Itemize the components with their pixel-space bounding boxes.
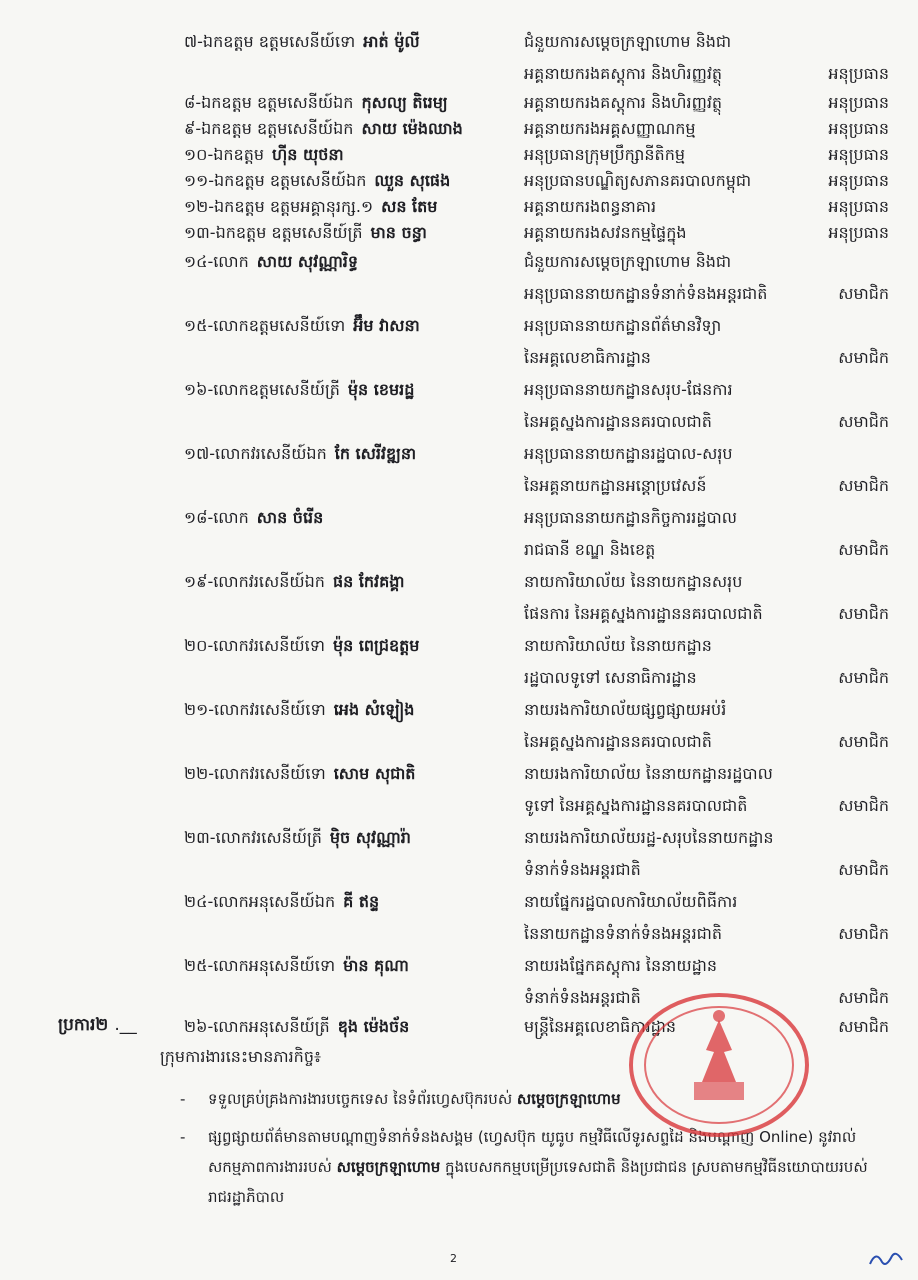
member-number: ១៨-: [184, 508, 214, 527]
position-line: នៃអគ្គលេខាធិការដ្ឋាន: [524, 348, 651, 367]
member-title: ឯកឧត្តម ឧត្តមសេនីយ៍ទោ: [202, 32, 356, 51]
member-title: ឯកឧត្តម ឧត្តមអគ្គានុរក្ស.១: [214, 197, 374, 216]
member-number: ២៦-: [184, 1017, 214, 1036]
member-identity: [184, 438, 524, 502]
position-line: ជំនួយការសម្តេចក្រឡាហោម និងជា: [524, 32, 732, 51]
member-role: សមាជិក: [838, 540, 889, 559]
member-identity: [184, 26, 524, 90]
member-role: សមាជិក: [838, 988, 889, 1007]
position-line: ទូទៅ នៃអគ្គស្នងការដ្ឋាននគរបាលជាតិ: [524, 796, 748, 815]
member-identity: [184, 168, 524, 194]
member-name: សាន ចំរើន: [256, 508, 324, 527]
member-name: អ៊ឹម វាសនា: [353, 316, 420, 335]
position-line: ផែនការ នៃអគ្គស្នងការដ្ឋាននគរបាលជាតិ: [524, 604, 763, 623]
member-identity: [184, 886, 524, 950]
member-row: [184, 758, 889, 822]
position-line: អនុប្រធាននាយកដ្ឋានទំនាក់ទំនងអន្តរជាតិ: [524, 284, 768, 303]
member-row: [184, 142, 889, 168]
member-identity: [184, 142, 524, 168]
duty-text-pre: ទទួលគ្រប់គ្រងការងារបច្ចេកទេស នៃទំព័រហ្វេសប៊ុករបស់: [208, 1090, 517, 1108]
member-title: ឯកឧត្តម ឧត្តមសេនីយ៍ឯក: [214, 171, 367, 190]
member-role: សមាជិក: [838, 348, 889, 367]
member-name: មាន ចន្ធា: [370, 223, 427, 242]
member-position: [524, 26, 805, 90]
member-number: ២០-: [184, 636, 214, 655]
member-title: លោកវរសេនីយ៍ទោ: [213, 636, 325, 655]
member-position: [524, 220, 805, 246]
member-role: សមាជិក: [838, 924, 889, 943]
member-row: [184, 886, 889, 950]
member-role: សមាជិក: [838, 732, 889, 751]
member-name: ហ៊ីន យុថនា: [272, 145, 344, 164]
member-list: [184, 26, 889, 1040]
position-line: នៃអគ្គស្នងការដ្ឋាននគរបាលជាតិ: [524, 412, 712, 431]
position-line: រាជធានី ខណ្ឌ និងខេត្ត: [524, 540, 656, 559]
member-position: [524, 694, 805, 758]
member-name: ម៉ុន ពេជ្រឧត្តម: [332, 636, 420, 655]
member-row: [184, 310, 889, 374]
member-role: អនុប្រធាន: [828, 223, 889, 242]
duty-text-bold: សម្តេចក្រឡាហោម: [336, 1158, 441, 1176]
member-number: ៩-: [184, 119, 202, 138]
member-title: ឯកឧត្តម ឧត្តមសេនីយ៍ឯក: [201, 93, 354, 112]
member-name: ផន កែវគង្គា: [332, 572, 405, 591]
member-row: [184, 630, 889, 694]
member-title: លោកអនុសេនីយ៍ទោ: [213, 956, 336, 975]
member-position: [524, 438, 805, 502]
member-name: ម៉ុន ខេមរដ្ឋ: [347, 380, 415, 399]
member-role: អនុប្រធាន: [828, 93, 889, 112]
member-role: សមាជិក: [838, 860, 889, 879]
member-identity: [184, 950, 524, 1014]
member-title: ឯកឧត្តម ឧត្តមសេនីយ៍ត្រី: [215, 223, 363, 242]
member-position: [524, 142, 805, 168]
member-identity: [184, 374, 524, 438]
member-number: ១៩-: [184, 572, 214, 591]
member-role: សមាជិក: [838, 668, 889, 687]
member-row: [184, 220, 889, 246]
member-title: លោកឧត្តមសេនីយ៍ទោ: [213, 316, 346, 335]
member-number: ១៥-: [184, 316, 214, 335]
member-role: សមាជិក: [838, 604, 889, 623]
member-title: លោកវរសេនីយ៍ត្រី: [215, 828, 322, 847]
member-identity: [184, 90, 524, 116]
member-number: ១៧-: [184, 444, 216, 463]
position-line: នាយរងការិយាល័យរដ្ឋ-សរុបនៃនាយកដ្ឋាន: [524, 828, 774, 847]
member-row: [184, 438, 889, 502]
position-line: អគ្គនាយករងគស្តុការ និងហិរញ្ញវត្ថុ: [524, 64, 723, 83]
member-identity: [184, 1014, 524, 1040]
member-name: ម៉ាន គុណា: [343, 956, 409, 975]
member-role: សមាជិក: [838, 284, 889, 303]
official-seal-icon: [624, 990, 814, 1140]
member-name: គី ឥន្ទ: [343, 892, 380, 911]
position-line: នាយការិយាល័យ នៃនាយកដ្ឋាន: [524, 636, 712, 655]
member-role: សមាជិក: [838, 476, 889, 495]
member-name: សាយ សុវណ្ណារិទ្ធ: [256, 252, 359, 271]
member-position: [524, 168, 805, 194]
position-line: អគ្គនាយករងអគ្គសញ្ញាណកម្ម: [524, 119, 696, 138]
member-number: ២៣-: [184, 828, 216, 847]
member-identity: [184, 630, 524, 694]
position-line: អនុប្រធាននាយកដ្ឋានរដ្ឋបាល-សរុប: [524, 444, 733, 463]
member-identity: [184, 758, 524, 822]
member-row: [184, 694, 889, 758]
position-line: រដ្ឋបាលទូទៅ សេនាធិការដ្ឋាន: [524, 668, 697, 687]
position-line: មន្ត្រីនៃអគ្គលេខាធិការដ្ឋាន: [524, 1017, 677, 1036]
member-position: [524, 630, 805, 694]
member-position: [524, 758, 805, 822]
member-title: លោកអនុសេនីយ៍ត្រី: [213, 1017, 330, 1036]
position-line: នាយការិយាល័យ នៃនាយកដ្ឋានសរុប: [524, 572, 743, 591]
member-position: [524, 246, 805, 310]
member-position: [524, 566, 805, 630]
initials-signature-icon: [866, 1246, 906, 1270]
position-line: នាយរងការិយាល័យផ្សព្វផ្សាយអប់រំ: [524, 700, 727, 719]
member-name: សាយ ម៉េងឈាង: [361, 119, 463, 138]
member-name: ឈួន សុផេង: [374, 171, 451, 190]
member-identity: [184, 694, 524, 758]
position-line: ទំនាក់ទំនងអន្តរជាតិ: [524, 988, 641, 1007]
member-position: [524, 502, 805, 566]
member-position: [524, 310, 805, 374]
member-identity: [184, 194, 524, 220]
member-number: ១០-: [184, 145, 214, 164]
member-number: ៧-: [184, 32, 203, 51]
member-position: [524, 374, 805, 438]
member-number: ២២-: [184, 764, 214, 783]
position-line: នៃនាយកដ្ឋានទំនាក់ទំនងអន្តរជាតិ: [524, 924, 723, 943]
member-row: [184, 502, 889, 566]
position-line: អគ្គនាយករងសវនកម្មផ្ទៃក្នុង: [524, 223, 687, 242]
member-row: [184, 168, 889, 194]
member-role: សមាជិក: [838, 1017, 889, 1036]
member-name: កុសល្យ តិរេម្យ: [361, 93, 448, 112]
position-line: អនុប្រធាននាយកដ្ឋានព័ត៌មានវិទ្យា: [524, 316, 722, 335]
duty-text-bold: សម្តេចក្រឡាហោម: [516, 1090, 621, 1108]
position-line: ទំនាក់ទំនងអន្តរជាតិ: [524, 860, 641, 879]
member-role: សមាជិក: [838, 796, 889, 815]
position-line: អនុប្រធាននាយកដ្ឋានសរុប-ផែនការ: [524, 380, 733, 399]
position-line: នាយរងផ្នែកគស្តុការ នៃនាយដ្ឋាន: [524, 956, 717, 975]
member-identity: [184, 220, 524, 246]
position-line: អគ្គនាយករងពន្ធនាគារ: [524, 197, 657, 216]
member-number: ១៦-: [184, 380, 214, 399]
member-name: កែ សេរីវឌ្ឍនា: [334, 444, 417, 463]
position-line: នៃអគ្គនាយកដ្ឋានអន្តោប្រវេសន៍: [524, 476, 707, 495]
member-number: ១៣-: [184, 223, 216, 242]
member-title: ឯកឧត្តម ឧត្តមសេនីយ៍ឯក: [201, 119, 354, 138]
member-number: ៨-: [184, 93, 202, 112]
article-dash: .__: [114, 1015, 137, 1035]
member-name: សន តែម: [381, 197, 438, 216]
member-title: លោក: [213, 252, 249, 271]
member-name: សោម សុជាតិ: [333, 764, 416, 783]
member-title: លោក: [213, 508, 249, 527]
member-row: [184, 90, 889, 116]
member-role: អនុប្រធាន: [828, 64, 889, 83]
member-name: អេង សំឡៀង: [333, 700, 415, 719]
member-role: អនុប្រធាន: [828, 197, 889, 216]
member-identity: [184, 116, 524, 142]
member-title: លោកវរសេនីយ៍ទោ: [214, 700, 326, 719]
member-number: ២១-: [184, 700, 214, 719]
position-line: នាយផ្នែករដ្ឋបាលការិយាល័យពិធីការ: [524, 892, 738, 911]
member-title: លោកវរសេនីយ៍ឯក: [215, 444, 327, 463]
member-name: ឌុង ម៉េងច័ន: [337, 1017, 410, 1036]
member-row: [184, 246, 889, 310]
position-line: នៃអគ្គស្នងការដ្ឋាននគរបាលជាតិ: [524, 732, 712, 751]
duty-bullet: -: [180, 1128, 186, 1146]
member-identity: [184, 566, 524, 630]
member-role: អនុប្រធាន: [828, 171, 889, 190]
member-title: លោកវរសេនីយ៍ឯក: [213, 572, 325, 591]
member-number: ១២-: [184, 197, 214, 216]
article-heading: [58, 1014, 137, 1039]
duty-text-post: ក្នុងបេសកកម្មបម្រើប្រទេសជាតិ និងប្រជាជន ស្របតាមកម្មវិធីនយោបាយរបស់រាជរដ្ឋាភិបាល: [208, 1158, 868, 1206]
member-row: [184, 26, 889, 90]
member-row: [184, 194, 889, 220]
member-position: [524, 194, 805, 220]
member-role: អនុប្រធាន: [828, 119, 889, 138]
position-line: អនុប្រធានបណ្ឌិត្យសភានគរបាលកម្ពុជា: [524, 171, 752, 190]
member-position: [524, 886, 805, 950]
position-line: អគ្គនាយករងគស្តុការ និងហិរញ្ញវត្ថុ: [524, 93, 723, 112]
duty-text-pre: ផ្សព្វផ្សាយព័ត៌មានតាមបណ្តាញទំនាក់ទំនងសង្គម (ហ្វេសប៊ុក យូធូប កម្មវិធីលើទូរសព្ទដៃ និងបណ្តាញ Online) នូវរាល់សកម្មភាពការងាររបស់: [208, 1128, 857, 1176]
member-number: ២៥-: [184, 956, 214, 975]
member-identity: [184, 310, 524, 374]
page-number: 2: [450, 1252, 457, 1265]
member-position: [524, 116, 805, 142]
member-row: [184, 374, 889, 438]
member-position: [524, 822, 805, 886]
member-position: [524, 90, 805, 116]
member-row: [184, 822, 889, 886]
member-number: ២៤-: [184, 892, 214, 911]
member-row: [184, 566, 889, 630]
duty-bullet: -: [180, 1090, 186, 1108]
duties-title: ក្រុមការងារនេះមានភារកិច្ច៖: [160, 1047, 322, 1066]
member-name: អាត់ ម៉ូលី: [363, 32, 420, 51]
member-identity: [184, 246, 524, 310]
member-role: សមាជិក: [838, 412, 889, 431]
member-identity: [184, 822, 524, 886]
member-title: លោកអនុសេនីយ៍ឯក: [213, 892, 336, 911]
member-title: លោកវរសេនីយ៍ទោ: [214, 764, 326, 783]
article-label: ប្រការ២: [58, 1015, 109, 1035]
member-title: លោកឧត្តមសេនីយ៍ត្រី: [213, 380, 340, 399]
position-line: ជំនួយការសម្តេចក្រឡាហោម និងជា: [524, 252, 732, 271]
member-name: ម៉ិច សុវណ្ណារ៉ា: [329, 828, 411, 847]
position-line: អនុប្រធាននាយកដ្ឋានកិច្ចការរដ្ឋបាល: [524, 508, 737, 527]
member-role: អនុប្រធាន: [828, 145, 889, 164]
member-identity: [184, 502, 524, 566]
member-number: ១១-: [184, 171, 214, 190]
position-line: នាយរងការិយាល័យ នៃនាយកដ្ឋានរដ្ឋបាល: [524, 764, 773, 783]
member-title: ឯកឧត្តម: [213, 145, 264, 164]
position-line: អនុប្រធានក្រុមប្រឹក្សានីតិកម្ម: [524, 145, 686, 164]
member-row: [184, 116, 889, 142]
member-number: ១៤-: [184, 252, 214, 271]
